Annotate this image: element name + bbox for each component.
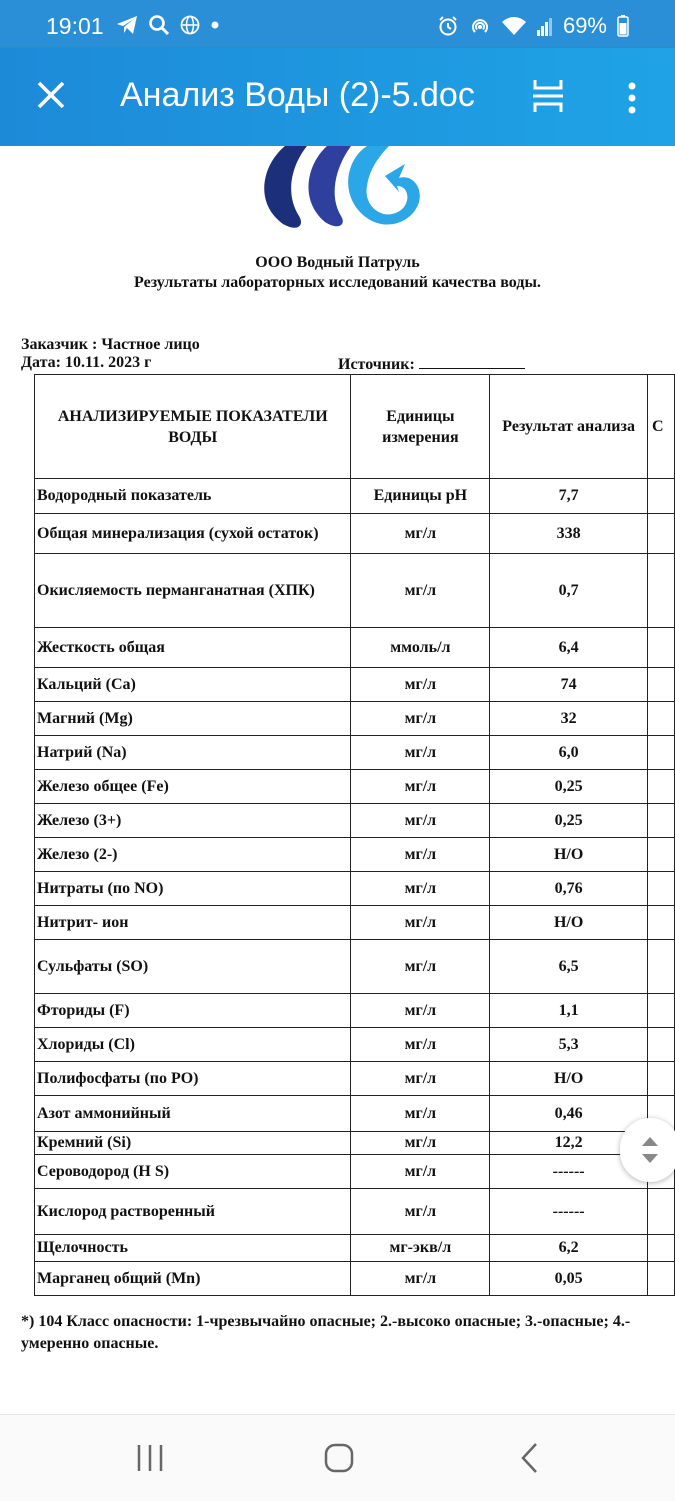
row-name: Водородный показатель xyxy=(35,479,351,514)
battery-icon xyxy=(617,15,629,37)
table-row xyxy=(35,804,675,838)
row-unit: мг/л xyxy=(351,770,490,804)
row-extra xyxy=(647,804,674,838)
row-result: 6,4 xyxy=(490,628,648,668)
scroll-arrows-icon xyxy=(620,1118,675,1182)
row-name: Фториды (F) xyxy=(35,994,351,1028)
row-result: 6,0 xyxy=(490,736,648,770)
row-name: Марганец общий (Mn) xyxy=(35,1262,351,1296)
row-result: ------ xyxy=(490,1155,648,1189)
row-extra xyxy=(647,906,674,940)
table-row xyxy=(35,1132,675,1155)
alarm-icon xyxy=(437,15,459,37)
row-extra xyxy=(647,554,674,628)
row-name: Жесткость общая xyxy=(35,628,351,668)
row-result: 6,2 xyxy=(490,1235,648,1262)
recents-icon[interactable] xyxy=(130,1441,170,1475)
source-blank xyxy=(419,354,525,369)
row-extra xyxy=(647,1028,674,1062)
telegram-icon xyxy=(116,15,138,35)
row-unit: мг/л xyxy=(351,994,490,1028)
row-result: 6,5 xyxy=(490,940,648,994)
row-unit: мг/л xyxy=(351,702,490,736)
row-extra xyxy=(647,838,674,872)
status-time: 19:01 xyxy=(46,13,104,39)
table-row xyxy=(35,940,675,994)
row-unit: ммоль/л xyxy=(351,628,490,668)
hotspot-icon xyxy=(469,15,491,37)
system-nav-bar xyxy=(0,1414,675,1501)
table-row xyxy=(35,1235,675,1262)
footnote: *) 104 Класс опасности: 1-чрезвычайно опасные; 2.-высоко опасные; 3.-опасные; 4.-умеренно опасные. xyxy=(21,1313,631,1352)
table-row xyxy=(35,1096,675,1132)
document-subtitle: Результаты лабораторных исследований качества воды. xyxy=(134,274,541,291)
row-name: Кислород растворенный xyxy=(35,1189,351,1235)
row-result: 0,25 xyxy=(490,770,648,804)
header-extra: С xyxy=(647,375,674,479)
row-name: Железо (3+) xyxy=(35,804,351,838)
row-name: Щелочность xyxy=(35,1235,351,1262)
row-unit: мг/л xyxy=(351,668,490,702)
row-unit: мг/л xyxy=(351,1096,490,1132)
row-extra xyxy=(647,1235,674,1262)
status-bar xyxy=(0,0,675,48)
source-line xyxy=(338,354,525,374)
row-result: 1,1 xyxy=(490,994,648,1028)
table-row xyxy=(35,994,675,1028)
row-result: 0,25 xyxy=(490,804,648,838)
table-row xyxy=(35,736,675,770)
row-unit: Единицы pH xyxy=(351,479,490,514)
row-name: Сероводород (H S) xyxy=(35,1155,351,1189)
row-result: 0,46 xyxy=(490,1096,648,1132)
table-row xyxy=(35,479,675,514)
source-label: Источник: xyxy=(338,356,415,373)
row-unit: мг-экв/л xyxy=(351,1235,490,1262)
row-unit: мг/л xyxy=(351,1155,490,1189)
document-title: Анализ Воды (2)-5.doc xyxy=(120,76,475,114)
row-result: Н/О xyxy=(490,838,648,872)
company-name: ООО Водный Патруль xyxy=(255,254,420,271)
row-result: 0,05 xyxy=(490,1262,648,1296)
row-result: Н/О xyxy=(490,1062,648,1096)
dot-icon xyxy=(210,20,220,30)
row-unit: мг/л xyxy=(351,1189,490,1235)
row-name: Нитраты (по NO) xyxy=(35,872,351,906)
row-unit: мг/л xyxy=(351,1132,490,1155)
wifi-icon xyxy=(501,16,527,36)
table-row xyxy=(35,668,675,702)
row-unit: мг/л xyxy=(351,804,490,838)
header-result: Результат анализа xyxy=(490,375,648,479)
fast-scroll-handle[interactable] xyxy=(620,1118,675,1182)
table-row xyxy=(35,702,675,736)
row-extra xyxy=(647,514,674,554)
row-extra xyxy=(647,668,674,702)
row-result: 338 xyxy=(490,514,648,554)
row-extra xyxy=(647,479,674,514)
row-result: 0,76 xyxy=(490,872,648,906)
row-extra xyxy=(647,940,674,994)
row-unit: мг/л xyxy=(351,1262,490,1296)
row-result: 12,2 xyxy=(490,1132,648,1155)
row-result: 32 xyxy=(490,702,648,736)
table-row xyxy=(35,906,675,940)
row-name: Окисляемость перманганатная (ХПК) xyxy=(35,554,351,628)
page-view-icon[interactable] xyxy=(530,76,566,116)
row-result: 5,3 xyxy=(490,1028,648,1062)
row-unit: мг/л xyxy=(351,1062,490,1096)
row-extra xyxy=(647,702,674,736)
home-icon[interactable] xyxy=(319,1441,359,1475)
table-row xyxy=(35,872,675,906)
table-row xyxy=(35,770,675,804)
row-result: ------ xyxy=(490,1189,648,1235)
results-table xyxy=(34,374,675,1296)
row-extra xyxy=(647,994,674,1028)
row-name: Натрий (Na) xyxy=(35,736,351,770)
table-header-row xyxy=(35,375,675,479)
document-page[interactable] xyxy=(0,146,675,1414)
row-name: Сульфаты (SO) xyxy=(35,940,351,994)
row-extra xyxy=(647,770,674,804)
row-unit: мг/л xyxy=(351,514,490,554)
row-result: 74 xyxy=(490,668,648,702)
row-name: Нитрит- ион xyxy=(35,906,351,940)
row-name: Железо (2-) xyxy=(35,838,351,872)
row-extra xyxy=(647,1189,674,1235)
row-unit: мг/л xyxy=(351,872,490,906)
row-name: Железо общее (Fe) xyxy=(35,770,351,804)
battery-percent: 69% xyxy=(562,13,607,38)
more-options-icon[interactable] xyxy=(620,78,644,118)
table-row xyxy=(35,1028,675,1062)
company-logo xyxy=(255,146,425,230)
row-result: 7,7 xyxy=(490,479,648,514)
row-name: Полифосфаты (по PO) xyxy=(35,1062,351,1096)
row-extra xyxy=(647,628,674,668)
row-extra xyxy=(647,1262,674,1296)
row-name: Хлориды (Cl) xyxy=(35,1028,351,1062)
close-icon[interactable] xyxy=(34,78,68,112)
row-name: Общая минерализация (сухой остаток) xyxy=(35,514,351,554)
row-unit: мг/л xyxy=(351,838,490,872)
row-name: Кальций (Ca) xyxy=(35,668,351,702)
search-icon xyxy=(148,14,170,36)
table-row xyxy=(35,1155,675,1189)
table-row xyxy=(35,1189,675,1235)
table-row xyxy=(35,1062,675,1096)
header-unit: Единицы измерения xyxy=(351,375,490,479)
row-extra xyxy=(647,1062,674,1096)
row-unit: мг/л xyxy=(351,1028,490,1062)
app-bar xyxy=(0,48,675,146)
row-extra xyxy=(647,872,674,906)
row-name: Магний (Mg) xyxy=(35,702,351,736)
table-row xyxy=(35,554,675,628)
row-name: Кремний (Si) xyxy=(35,1132,351,1155)
row-unit: мг/л xyxy=(351,906,490,940)
customer-line: Заказчик : Частное лицо xyxy=(21,336,200,353)
signal-icon xyxy=(537,16,553,36)
back-icon[interactable] xyxy=(510,1441,550,1475)
table-row xyxy=(35,514,675,554)
row-unit: мг/л xyxy=(351,554,490,628)
header-indicator: АНАЛИЗИРУЕМЫЕ ПОКАЗАТЕЛИ ВОДЫ xyxy=(35,375,351,479)
date-line: Дата: 10.11. 2023 г xyxy=(21,354,152,371)
row-result: Н/О xyxy=(490,906,648,940)
row-name: Азот аммонийный xyxy=(35,1096,351,1132)
table-row xyxy=(35,838,675,872)
row-result: 0,7 xyxy=(490,554,648,628)
row-extra xyxy=(647,736,674,770)
row-unit: мг/л xyxy=(351,940,490,994)
table-row xyxy=(35,628,675,668)
globe-icon xyxy=(180,15,200,35)
row-unit: мг/л xyxy=(351,736,490,770)
table-row xyxy=(35,1262,675,1296)
